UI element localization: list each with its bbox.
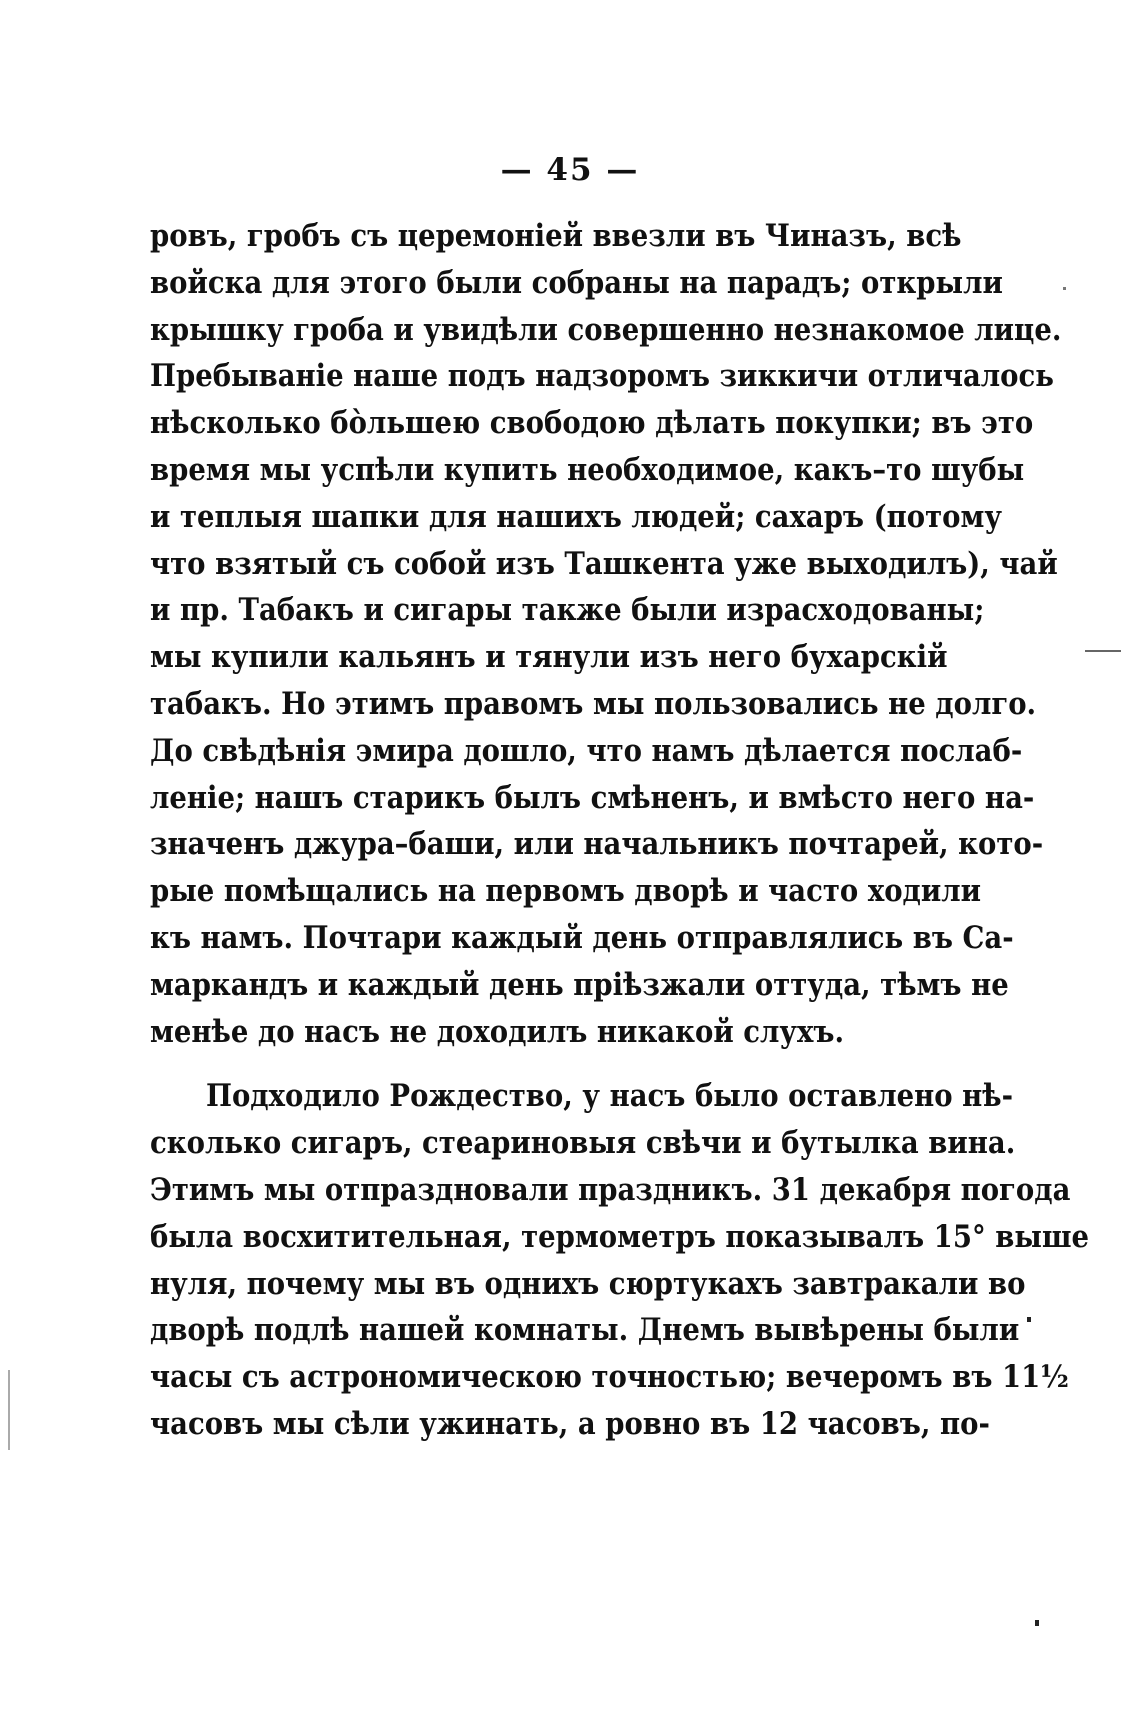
text-line: что взятый съ собой изъ Ташкента уже выходилъ), чай [150, 545, 1058, 582]
text-line: и пр. Табакъ и сигары также были израсходованы; [150, 592, 985, 629]
text-line: часовъ мы сѣли ужинать, а ровно въ 12 часовъ, по- [150, 1405, 990, 1442]
text-line: значенъ джура–баши, или начальникъ почтарей, кото- [150, 826, 1044, 863]
text-line: менѣе до насъ не доходилъ никакой слухъ. [150, 1013, 845, 1050]
body-text [150, 213, 1090, 1448]
text-line: къ намъ. Почтари каждый день отправлялись въ Са- [150, 919, 1014, 956]
text-line: нѣсколько бо̀льшею свободою дѣлать покупки; въ это [150, 405, 1034, 442]
text-line: До свѣдѣнія эмира дошло, что намъ дѣлается послаб- [150, 732, 1023, 769]
text-line: рые помѣщались на первомъ дворѣ и часто ходили [150, 873, 982, 910]
scan-speck [8, 1370, 10, 1450]
text-line: леніе; нашъ старикъ былъ смѣненъ, и вмѣсто него на- [150, 779, 1035, 816]
text-line: Пребываніе наше подъ надзоромъ зиккичи отличалось [150, 358, 1054, 395]
scan-speck [1027, 1317, 1031, 1322]
text-line: время мы успѣли купить необходимое, какъ–то шубы [150, 452, 1025, 488]
text-line: была восхитительная, термометръ показывалъ 15° выше [150, 1218, 1090, 1255]
scan-speck [1035, 1620, 1039, 1626]
text-line: и теплыя шапки для нашихъ людей; сахаръ (потому [150, 498, 1002, 535]
text-line: мы купили кальянъ и тянули изъ него бухарскій [150, 639, 948, 676]
text-line: табакъ. Но этимъ правомъ мы пользовались не долго. [150, 686, 1037, 722]
text-line: Этимъ мы отпраздновали праздникъ. 31 декабря погода [150, 1171, 1071, 1208]
text-line: сколько сигаръ, стеариновыя свѣчи и бутылка вина. [150, 1125, 1016, 1162]
scan-speck [1063, 287, 1066, 290]
text-line: крышку гроба и увидѣли совершенно незнакомое лице. [150, 311, 1062, 348]
text-line: войска для этого были собраны на парадъ; открыли [150, 264, 1003, 301]
text-line: ровъ, гробъ съ церемоніей ввезли въ Чиназъ, всѣ [150, 218, 962, 254]
text-line: дворѣ подлѣ нашей комнаты. Днемъ вывѣрены были [150, 1312, 1020, 1349]
text-line: часы съ астрономическою точностью; вечеромъ въ 11½ [150, 1359, 1069, 1395]
scan-speck [1085, 650, 1121, 652]
text-line: Подходило Рождество, у насъ было оставлено нѣ- [206, 1078, 1014, 1115]
text-line: нуля, почему мы въ однихъ сюртукахъ завтракали во [150, 1265, 1026, 1302]
page-number: — 45 — [500, 152, 640, 188]
text-line: маркандъ и каждый день пріѣзжали оттуда, тѣмъ не [150, 966, 1009, 1003]
